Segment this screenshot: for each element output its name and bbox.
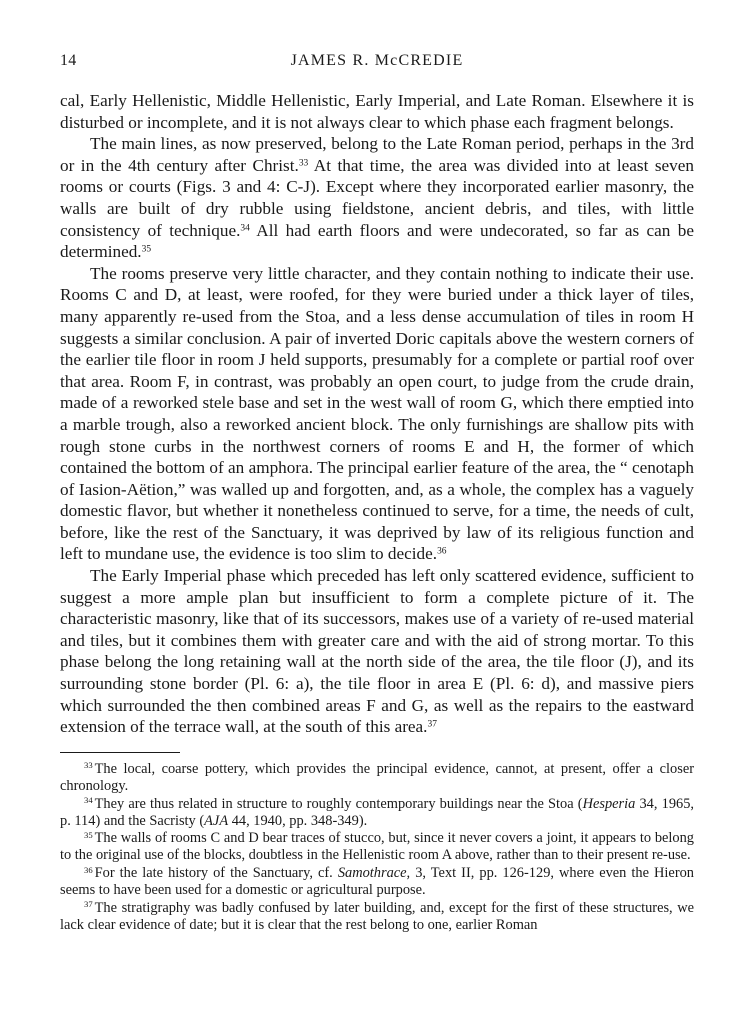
- text-run: The stratigraphy was badly confused by later building, and, except for the first of these structures, we lack clear evidence of date; but it is clear that the rest belong to one, earlier Roman: [60, 900, 694, 933]
- paragraph: [60, 133, 694, 263]
- text-run: cal, Early Hellenistic, Middle Hellenistic, Early Imperial, and Late Roman. Elsewhere it is disturbed or incomplete, and it is not always clear to which phase each fragment belongs.: [60, 91, 694, 132]
- footnote: [60, 761, 694, 795]
- text-run: All had earth floors and were undecorated, so far as can be determined.: [60, 220, 694, 262]
- footnotes: [60, 761, 694, 934]
- text-run: The local, coarse pottery, which provides the principal evidence, cannot, at present, offer a closer chronology.: [60, 760, 694, 794]
- footnote-number: 33: [84, 760, 93, 771]
- page-number: 14: [60, 52, 77, 69]
- text-run: For the late history of the Sanctuary, cf.: [94, 865, 338, 882]
- footnote-reference: 36: [437, 546, 447, 557]
- body-text: [60, 90, 694, 738]
- text-run: The Early Imperial phase which preceded has left only scattered evidence, sufficient to suggest a more ample plan but insufficient to form a complete picture of it. The characteristic masonry, like that of its successors, makes use of a variety of re-used material and tiles, but it combines them with greater care and with the aid of strong mortar. To this phase belong the long retaining wall at the north side of the area, the tile floor (J), and its surrounding stone border (Pl. 6: a), the tile floor in area E (Pl. 6: d), and massive piers which surrounded the then combined areas F and G, as well as the repairs to the eastward extension of the terrace wall, at the south of this area.: [60, 566, 694, 737]
- page-header: [60, 52, 694, 76]
- footnote-reference: 34: [240, 222, 250, 233]
- running-head: JAMES R. McCREDIE: [290, 52, 464, 69]
- footnote-reference: 33: [298, 158, 309, 169]
- italic-text: Hesperia: [582, 795, 636, 812]
- footnote: [60, 865, 694, 899]
- page: [60, 52, 694, 935]
- footnote-number: 36: [84, 864, 93, 875]
- text-run: 3, Text II, pp. 126-129, where even the Hieron seems to have been used for a domestic or agricultural purpose.: [60, 865, 694, 899]
- text-run: 34, 1965, p. 114) and the Sacristy (: [60, 795, 694, 829]
- italic-text: Samothrace,: [337, 865, 411, 882]
- footnote-reference: 37: [427, 719, 437, 730]
- text-run: At that time, the area was divided into at least seven rooms or courts (Figs. 3 and 4: C-J). Except where they incorporated earlier masonry, the walls are built of dry rubble using fieldstone, ancient debris, and tiles, with little consistency of technique.: [60, 155, 694, 240]
- paragraph: [60, 90, 694, 133]
- footnote: [60, 900, 694, 934]
- footnote-rule: [60, 752, 180, 753]
- paragraph: [60, 263, 694, 565]
- text-run: The walls of rooms C and D bear traces of stucco, but, since it never covers a joint, it appears to belong to the original use of the blocks, doubtless in the Hellenistic room A above, rather than to their present re-use.: [60, 830, 694, 864]
- text-run: The rooms preserve very little character, and they contain nothing to indicate their use. Rooms C and D, at least, were roofed, for they were buried under a thick layer of tiles, many apparently re-used from the Stoa, and a less dense accumulation of tiles in room H suggests a similar conclusion. A pair of inverted Doric capitals above the western corners of the earlier tile floor in room J held supports, presumably for a complete or partial roof over that area. Room F, in contrast, was probably an open court, to judge from the crude drain, made of a reworked stele base and set in the west wall of room G, which there emptied into a marble trough, also a reworked ancient block. The only furnishings are shallow pits with rough stone curbs in the northwest corners of rooms E and H, the former of which contained the bottom of an amphora. The principal earlier feature of the area, the “ cenotaph of Iasion-Aëtion,” was walled up and forgotten, and, as a whole, the complex has a vaguely domestic flavor, but whether it nonetheless continued to serve, for a time, the needs of cult, before, like the rest of the Sanctuary, it was deprived by law of its religious function and left to mundane use, the evidence is too slim to decide.: [60, 263, 694, 564]
- footnote-number: 35: [84, 829, 93, 840]
- footnote-reference: 35: [141, 244, 152, 255]
- text-run: The main lines, as now preserved, belong to the Late Roman period, perhaps in the 3rd or in the 4th century after Christ.: [60, 134, 694, 175]
- footnote: [60, 796, 694, 830]
- footnote: [60, 830, 694, 864]
- footnote-number: 37: [84, 899, 93, 910]
- text-run: They are thus related in structure to roughly contemporary buildings near the Stoa (: [94, 795, 583, 812]
- footnote-number: 34: [84, 794, 93, 805]
- text-run: 44, 1940, pp. 348-349).: [228, 812, 368, 829]
- italic-text: AJA: [204, 812, 229, 829]
- paragraph: [60, 565, 694, 738]
